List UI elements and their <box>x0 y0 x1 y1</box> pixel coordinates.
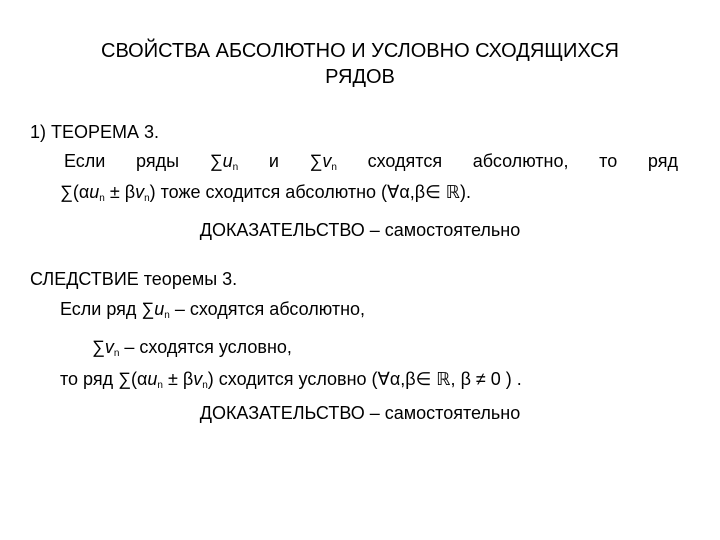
word-series-2: ряд <box>647 151 678 171</box>
word-series: ряды <box>136 151 180 171</box>
sum-u-n: $\sum u_n$ <box>209 151 239 173</box>
slide-title <box>30 38 690 90</box>
corollary-heading: СЛЕДСТВИЕ теоремы 3. <box>30 269 238 289</box>
linear-combination-formula: $\sum(\alpha u_n \pm \beta v_n)$ <box>118 369 214 391</box>
corollary-proof-note: ДОКАЗАТЕЛЬСТВО – самостоятельно <box>199 403 521 423</box>
theorem-proof-note: ДОКАЗАТЕЛЬСТВО – самостоятельно <box>199 220 521 240</box>
word-then: то <box>599 151 618 171</box>
theorem-statement-line-2 <box>60 181 471 210</box>
corollary-line-1: Если ряд $\sum u_n$ – сходятся абсолютно, <box>60 299 366 321</box>
corollary-line-2: $\sum v_n$ – сходятся условно, <box>92 337 292 359</box>
theorem-heading: 1) ТЕОРЕМА 3. <box>30 122 160 142</box>
title-line-2: РЯДОВ <box>325 66 395 88</box>
word-and: и <box>268 151 279 171</box>
linear-combination-formula: $\sum(\alpha u_n \pm \beta v_n)$ <box>60 182 156 204</box>
title-line-1: СВОЙСТВА АБСОЛЮТНО И УСЛОВНО СХОДЯЩИХСЯ <box>101 40 619 62</box>
word-absolutely: абсолютно, <box>472 151 569 171</box>
sum-v-n: $\sum v_n$ <box>92 337 120 359</box>
sum-v-n: $\sum v_n$ <box>309 151 337 173</box>
corollary-line-3: то ряд $\sum(\alpha u_n \pm \beta v_n)$ сходится условно (∀α,β∈ ℝ, β ≠ 0 ) . <box>60 369 522 391</box>
theorem-conclusion: тоже сходится абсолютно (∀α,β∈ ℝ). <box>155 182 472 202</box>
theorem-statement-line-1 <box>64 150 678 179</box>
word-converge: сходятся <box>367 151 443 171</box>
sum-u-n: $\sum u_n$ <box>141 299 170 321</box>
word-if: Если <box>64 151 106 171</box>
